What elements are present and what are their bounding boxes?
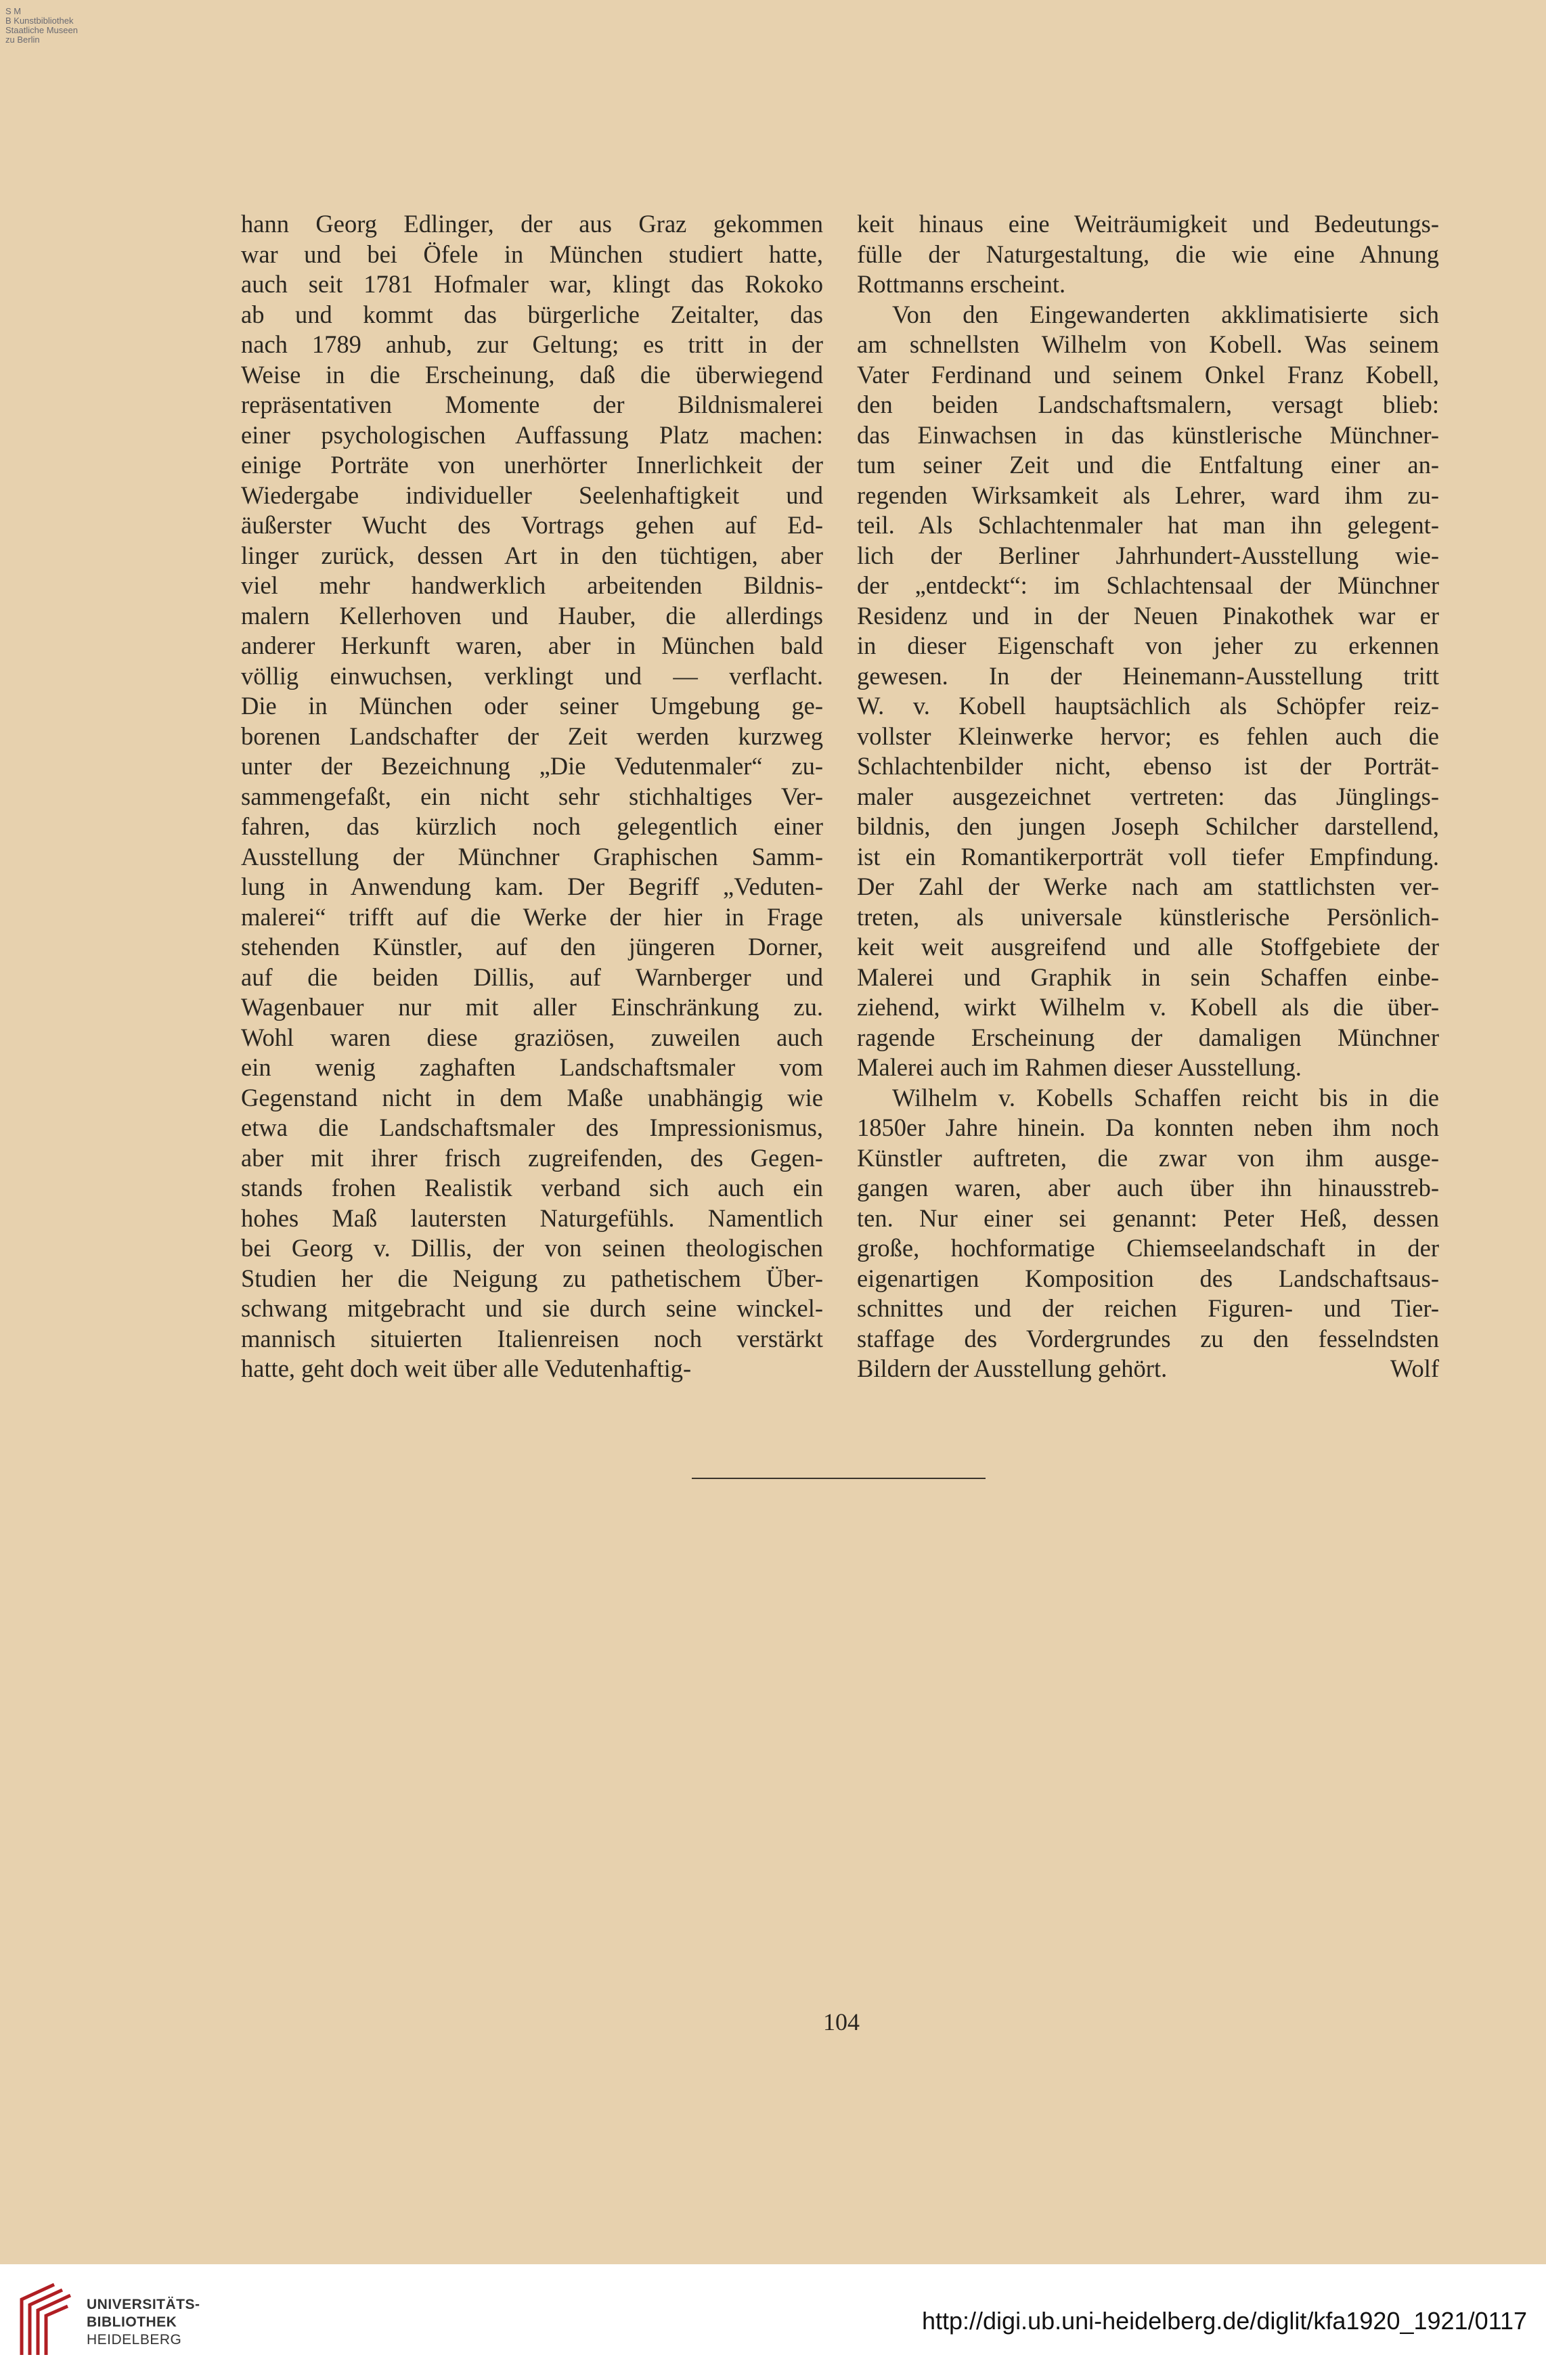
text-line: Schlachtenbilder nicht, ebenso ist der Porträt- [857,752,1439,780]
text-line-fragment: Bildern der Ausstellung gehört. [857,1354,1168,1382]
stamp-line: Staatliche Museen [5,25,78,35]
page-number: 104 [823,2008,860,2035]
library-stamp [5,7,78,45]
text-line: malerei“ trifft auf die Werke der hier in Frage [241,902,823,931]
text-line: lich der Berliner Jahrhundert-Ausstellung wie- [857,541,1439,569]
text-line: ziehend, wirkt Wilhelm v. Kobell als die über- [857,993,1439,1021]
text-line: aber mit ihrer frisch zugreifenden, des Gegen- [241,1143,823,1172]
text-line: einer psychologischen Auffassung Platz machen: [241,420,823,449]
stamp-line: B Kunstbibliothek [5,16,74,26]
text-line: äußerster Wucht des Vortrags gehen auf Ed- [241,511,823,539]
library-logo-icon[interactable] [15,2279,76,2360]
text-line: Die in München oder seiner Umgebung ge- [241,692,823,720]
text-line: Wiedergabe individueller Seelenhaftigkeit und [241,481,823,509]
text-line: hann Georg Edlinger, der aus Graz gekommen [241,210,823,238]
text-line: Weise in die Erscheinung, daß die überwiegend [241,360,823,389]
text-line: ein wenig zaghaften Landschaftsmaler vom [241,1053,823,1081]
text-line: Vater Ferdinand und seinem Onkel Franz Kobell, [857,360,1439,389]
text-line: schwang mitgebracht und sie durch seine winckel- [241,1294,823,1322]
text-line: das Einwachsen in das künstlerische Münchner- [857,420,1439,449]
text-line: eigenartigen Komposition des Landschaftsaus- [857,1264,1439,1292]
text-line: Rottmanns erscheint. [857,270,1066,298]
text-line: nach 1789 anhub, zur Geltung; es tritt in der [241,330,823,358]
text-line: ten. Nur einer sei genannt: Peter Heß, dessen [857,1204,1439,1232]
text-line: keit weit ausgreifend und alle Stoffgebiete der [857,933,1439,961]
text-line: teil. Als Schlachtenmaler hat man ihn gelegent- [857,511,1439,539]
text-line: Malerei und Graphik in sein Schaffen einbe- [857,963,1439,991]
text-line: völlig einwuchsen, verklingt und — verflacht. [241,661,823,690]
library-name-line: BIBLIOTHEK [87,2314,177,2330]
text-line: malern Kellerhoven und Hauber, die allerdings [241,601,823,630]
text-line: linger zurück, dessen Art in den tüchtigen, aber [241,541,823,569]
text-line: Gegenstand nicht in dem Maße unabhängig wie [241,1083,823,1111]
text-line: bei Georg v. Dillis, der von seinen theologischen [241,1234,823,1262]
text-line: fahren, das kürzlich noch gelegentlich einer [241,812,823,840]
text-line: sammengefaßt, ein nicht sehr stichhaltiges Ver- [241,782,823,810]
library-name [87,2296,200,2349]
text-line: Von den Eingewanderten akklimatisierte sich [892,300,1439,328]
text-line: Wilhelm v. Kobells Schaffen reicht bis in die [892,1083,1439,1111]
text-line: vollster Kleinwerke hervor; es fehlen auch die [857,722,1439,750]
text-line: viel mehr handwerklich arbeitenden Bildnis- [241,571,823,599]
text-line: hatte, geht doch weit über alle Vedutenhaftig- [241,1354,692,1382]
text-line: Wohl waren diese graziösen, zuweilen auch [241,1023,823,1051]
text-line: gewesen. In der Heinemann-Ausstellung tritt [857,661,1439,690]
text-line: einige Porträte von unerhörter Innerlichkeit der [241,451,823,479]
text-line: bildnis, den jungen Joseph Schilcher darstellend, [857,812,1439,840]
text-line: Ausstellung der Münchner Graphischen Samm- [241,842,823,871]
text-line: Residenz und in der Neuen Pinakothek war er [857,601,1439,630]
left-text-column [241,209,823,1384]
text-line: Studien her die Neigung zu pathetischem Über- [241,1264,823,1292]
text-line: hohes Maß lautersten Naturgefühls. Namentlich [241,1204,823,1232]
text-line: ab und kommt das bürgerliche Zeitalter, das [241,300,823,328]
text-line: W. v. Kobell hauptsächlich als Schöpfer reiz- [857,692,1439,720]
text-line: Wagenbauer nur mit aller Einschränkung zu. [241,993,823,1021]
text-line: stands frohen Realistik verband sich auch ein [241,1174,823,1202]
text-line: ist ein Romantikerporträt voll tiefer Empfindung. [857,842,1439,871]
text-line: unter der Bezeichnung „Die Vedutenmaler“ zu- [241,752,823,780]
section-divider [692,1478,986,1479]
text-line: ragende Erscheinung der damaligen Münchner [857,1023,1439,1051]
text-line: staffage des Vordergrundes zu den fesselndsten [857,1324,1439,1352]
text-line: regenden Wirksamkeit als Lehrer, ward ihm zu- [857,481,1439,509]
stamp-line: S M [5,6,22,16]
text-line: war und bei Öfele in München studiert hatte, [241,240,823,268]
text-line: den beiden Landschaftsmalern, versagt blieb: [857,391,1439,418]
author-signature: Wolf [1390,1354,1439,1382]
text-line: etwa die Landschaftsmaler des Impressionismus, [241,1114,823,1141]
text-line: stehenden Künstler, auf den jüngeren Dorner, [241,933,823,961]
right-text-column [857,209,1439,1384]
text-line: große, hochformatige Chiemseelandschaft in der [857,1234,1439,1262]
text-line: anderer Herkunft waren, aber in München bald [241,632,823,659]
text-line: schnittes und der reichen Figuren- und Tier- [857,1294,1439,1322]
text-line: keit hinaus eine Weiträumigkeit und Bedeutungs- [857,210,1439,238]
text-line: auf die beiden Dillis, auf Warnberger und [241,963,823,991]
footer-bar [0,2264,1546,2380]
text-line: auch seit 1781 Hofmaler war, klingt das Rokoko [241,270,823,298]
text-line [857,1354,1439,1384]
text-line: fülle der Naturgestaltung, die wie eine Ahnung [857,240,1439,268]
text-line: der „entdeckt“: im Schlachtensaal der Münchner [857,571,1439,599]
text-line: Malerei auch im Rahmen dieser Ausstellung. [857,1053,1302,1081]
text-line: tum seiner Zeit und die Entfaltung einer an- [857,451,1439,479]
text-line: mannisch situierten Italienreisen noch verstärkt [241,1324,823,1352]
library-name-line: HEIDELBERG [87,2332,182,2348]
text-line: 1850er Jahre hinein. Da konnten neben ihm noch [857,1114,1439,1141]
text-line: am schnellsten Wilhelm von Kobell. Was seinem [857,330,1439,358]
text-line: in dieser Eigenschaft von jeher zu erkennen [857,632,1439,659]
text-line: lung in Anwendung kam. Der Begriff „Veduten- [241,873,823,900]
text-line: Künstler auftreten, die zwar von ihm ausge- [857,1143,1439,1172]
stamp-line: zu Berlin [5,35,40,45]
document-url-link[interactable]: http://digi.ub.uni-heidelberg.de/diglit/kfa1920_1921/0117 [921,2307,1527,2335]
library-name-line: UNIVERSITÄTS- [87,2297,200,2312]
text-line: Der Zahl der Werke nach am stattlichsten ver- [857,873,1439,900]
text-line: treten, als universale künstlerische Persönlich- [857,902,1439,931]
text-line: maler ausgezeichnet vertreten: das Jünglings- [857,782,1439,810]
text-line: repräsentativen Momente der Bildnismalerei [241,391,823,418]
text-line: gangen waren, aber auch über ihn hinausstreb- [857,1174,1439,1202]
text-line: borenen Landschafter der Zeit werden kurzweg [241,722,823,750]
